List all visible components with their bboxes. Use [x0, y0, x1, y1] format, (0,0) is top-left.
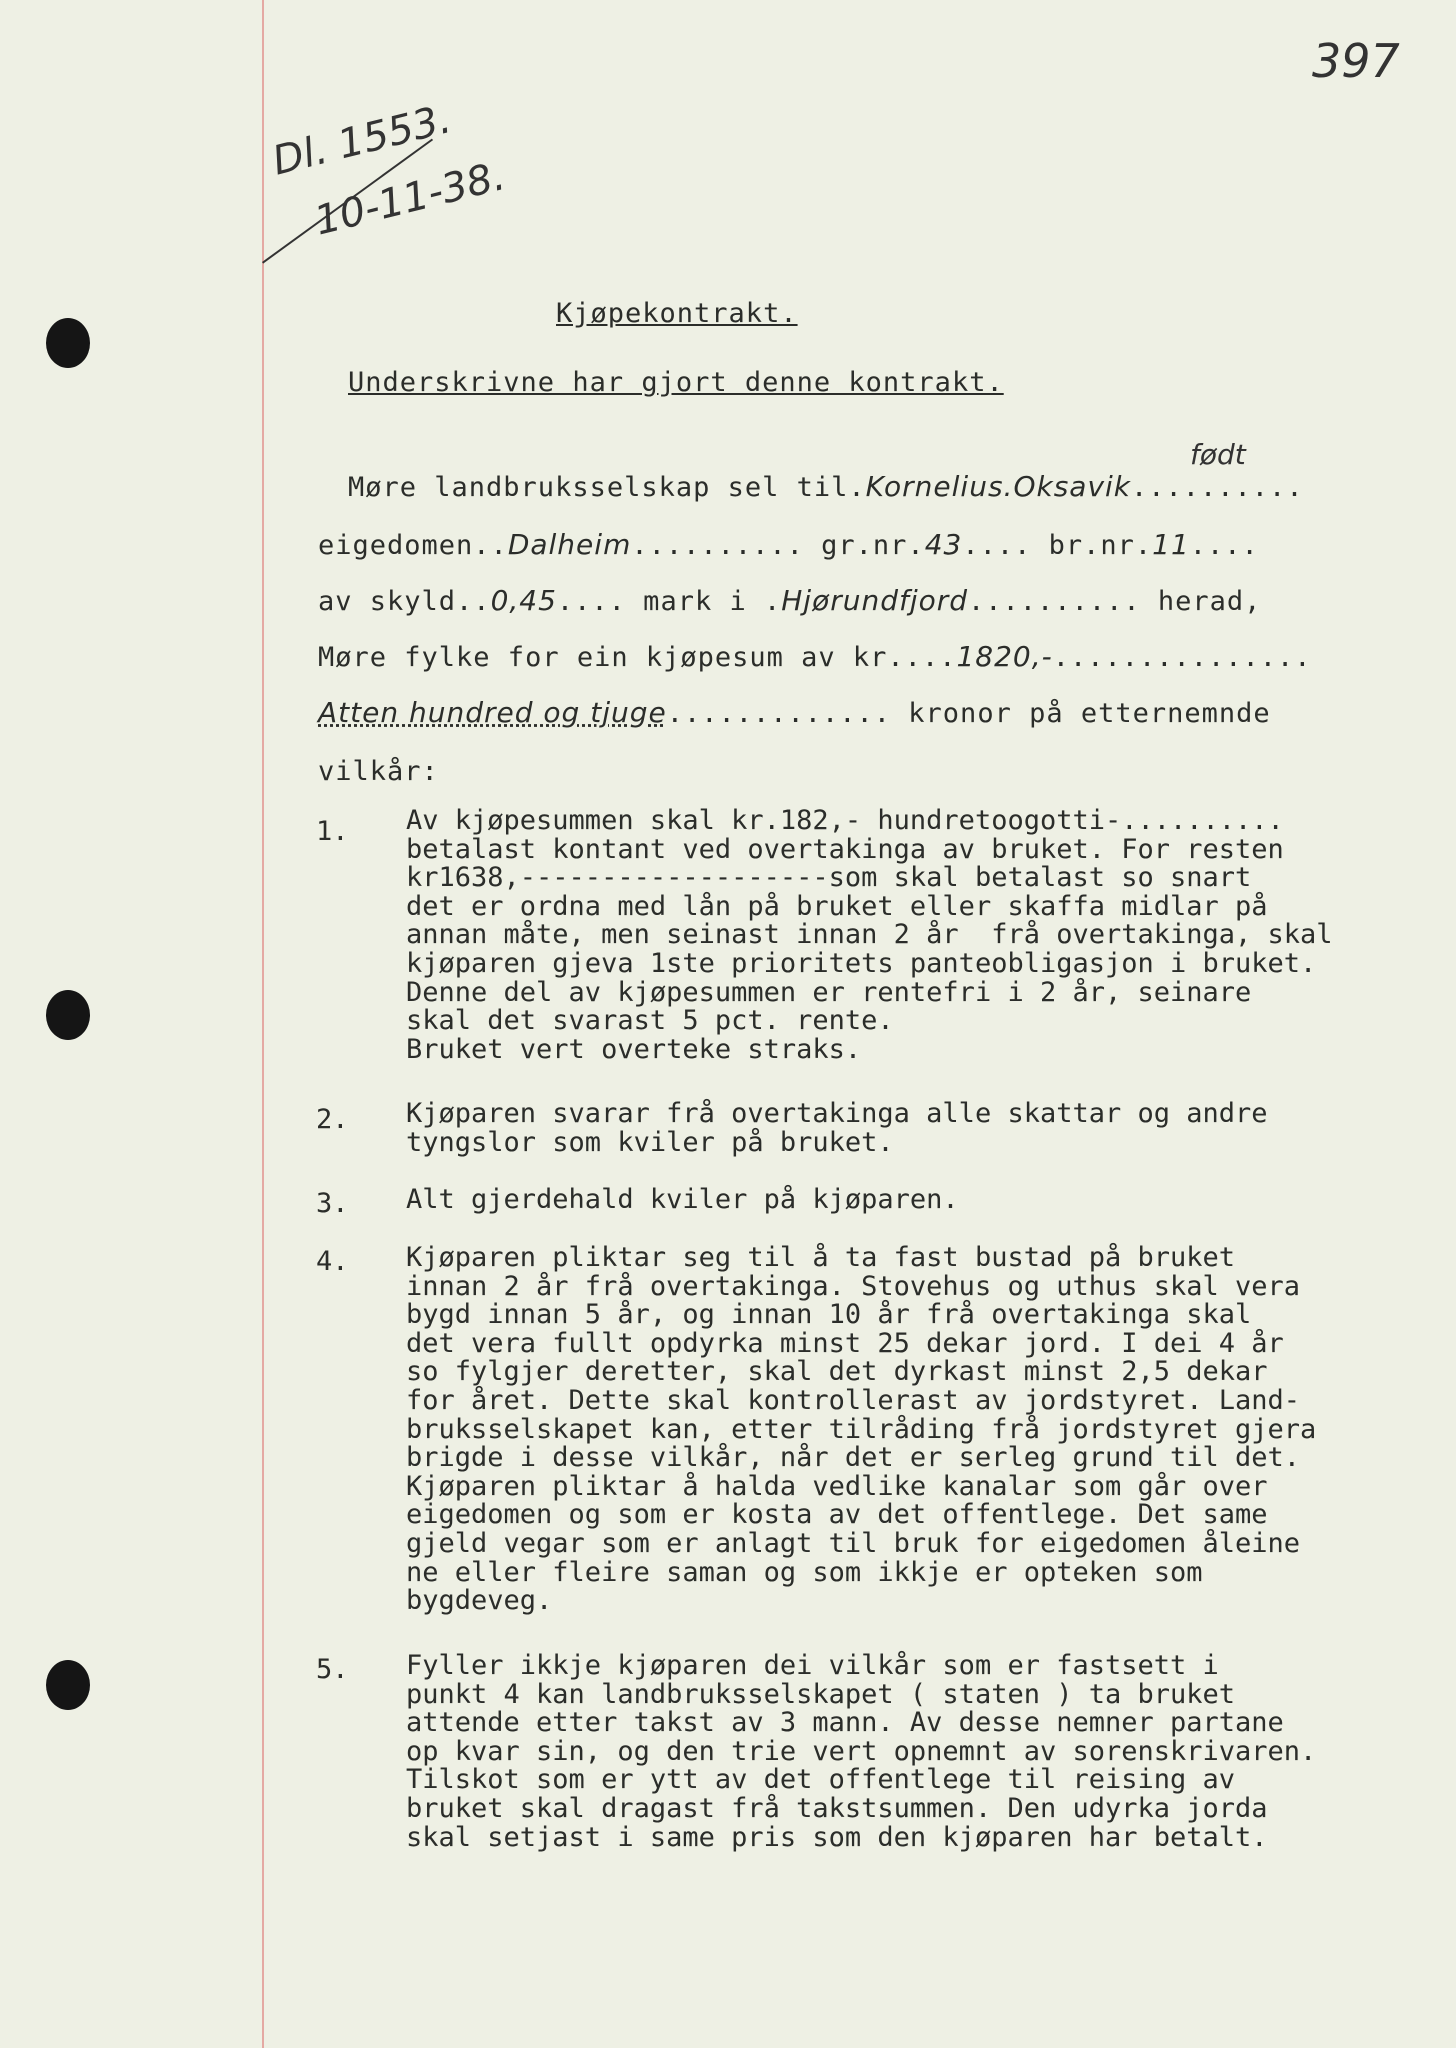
fodt-label: født: [1190, 438, 1246, 471]
clause-line: annan måte, men seinast innan 2 år frå overtakinga, skal: [406, 919, 1333, 951]
clause-line: kr1638,-------------------som skal betalast so snart: [406, 862, 1252, 894]
clause-line: tyngslor som kviler på bruket.: [406, 1126, 894, 1158]
clause-line: Av kjøpesummen skal kr.182,- hundretoogotti-..........: [406, 805, 1284, 836]
buyer-name: Kornelius.Oksavik: [865, 470, 1132, 503]
clause-line: brigde i desse vilkår, når det er serleg grund til det.: [406, 1442, 1301, 1474]
skyld-value: 0,45: [490, 584, 557, 617]
gr-label: .......... gr.nr.: [631, 530, 925, 561]
clause-line: Kjøparen pliktar å halda vedlike kanalar som går over: [406, 1470, 1268, 1502]
clause-line: attende etter takst av 3 mann. Av desse nemner partane: [406, 1707, 1284, 1739]
clause-line: Fyller ikkje kjøparen dei vilkår som er fastsett i: [406, 1650, 1219, 1681]
dots: ....: [1189, 530, 1259, 561]
price-amount: 1820,-: [956, 640, 1053, 673]
property-line: [318, 528, 1259, 561]
clause-line: Kjøparen pliktar seg til å ta fast bustad på bruket: [406, 1242, 1236, 1273]
clause-text: [406, 1244, 1416, 1616]
clause-line: so fylgjer deretter, skal det dyrkast minst 2,5 dekar: [406, 1356, 1268, 1388]
clause-line: det vera fullt opdyrka minst 25 dekar jord. I dei 4 år: [406, 1327, 1284, 1359]
punch-hole: [46, 318, 90, 368]
herad-name: Hjørundfjord: [781, 584, 969, 617]
clause-line: gjeld vegar som er anlagt til bruk for eigedomen åleine: [406, 1527, 1301, 1559]
clause-line: skal setjast i same pris som den kjøparen har betalt.: [406, 1821, 1268, 1853]
intro-line: Underskrivne har gjort denne kontrakt.: [348, 367, 1004, 398]
vilkar-heading: vilkår:: [318, 756, 439, 787]
clause-line: det er ordna med lån på bruket eller skaffa midlar på: [406, 890, 1268, 922]
clause-line: Alt gjerdehald kviler på kjøparen.: [406, 1184, 959, 1215]
clause-line: op kvar sin, og den trie vert opnemnt av sorenskrivaren.: [406, 1735, 1317, 1767]
clause-text: [406, 807, 1416, 1064]
dots: ..........: [1131, 472, 1304, 503]
clause-number: 2.: [316, 1104, 349, 1135]
price-in-words: Atten hundred og tjuge: [318, 696, 667, 729]
clause-line: bruksselskapet kan, etter tilråding frå jordstyret gjera: [406, 1413, 1317, 1445]
price-line: [318, 640, 1312, 673]
clause-line: Kjøparen svarar frå overtakinga alle skattar og andre: [406, 1098, 1268, 1129]
words-suffix: ............. kronor på etternemnde: [666, 698, 1271, 729]
skyld-middle: .... mark i .: [556, 586, 782, 617]
registration-ref: Dl. 1553.: [268, 96, 456, 185]
margin-line: [262, 0, 264, 2048]
clause-line: bruket skal dragast frå takstsummen. Den udyrka jorda: [406, 1792, 1268, 1824]
gr-nr: 43: [924, 528, 963, 561]
clause-number: 1.: [316, 816, 349, 847]
clause-number: 4.: [316, 1246, 349, 1277]
registration-date: 10-11-38.: [310, 152, 510, 245]
dots: ...............: [1052, 642, 1312, 673]
seller-prefix: Møre landbruksselskap sel til.: [348, 472, 866, 503]
punch-hole: [46, 990, 90, 1040]
property-name: Dalheim: [507, 528, 632, 561]
clause-line: betalast kontant ved overtakinga av bruket. For resten: [406, 833, 1284, 865]
clause-number: 5.: [316, 1654, 349, 1685]
punch-hole: [46, 1660, 90, 1710]
herad-label: .......... herad,: [968, 586, 1262, 617]
clause-text: [406, 1186, 1416, 1215]
clause-line: bygdeveg.: [406, 1585, 553, 1617]
clause-text: [406, 1100, 1416, 1157]
skyld-line: [318, 584, 1261, 617]
clause-text: [406, 1652, 1416, 1852]
property-prefix: eigedomen..: [318, 530, 508, 561]
page-number: 397: [1312, 34, 1400, 88]
clause-line: eigedomen og som er kosta av det offentlege. Det same: [406, 1499, 1268, 1531]
clause-line: ne eller fleire saman og som ikkje er opteken som: [406, 1556, 1203, 1588]
clause-line: innan 2 år frå overtakinga. Stovehus og uthus skal vera: [406, 1270, 1301, 1302]
document-title: Kjøpekontrakt.: [556, 298, 798, 329]
clause-line: punkt 4 kan landbruksselskapet ( staten ) ta bruket: [406, 1678, 1236, 1710]
clause-number: 3.: [316, 1188, 349, 1219]
price-prefix: Møre fylke for ein kjøpesum av kr....: [318, 642, 957, 673]
clause-line: Tilskot som er ytt av det offentlege til reising av: [406, 1764, 1236, 1796]
clause-line: Bruket vert overteke straks.: [406, 1033, 862, 1065]
br-label: .... br.nr.: [962, 530, 1153, 561]
skyld-prefix: av skyld..: [318, 586, 491, 617]
clause-line: Denne del av kjøpesummen er rentefri i 2 år, seinare: [406, 976, 1252, 1008]
clause-line: bygd innan 5 år, og innan 10 år frå overtakinga skal: [406, 1299, 1252, 1331]
words-line: [318, 696, 1271, 729]
br-nr: 11: [1152, 528, 1190, 561]
clause-line: for året. Dette skal kontrollerast av jordstyret. Land-: [406, 1384, 1301, 1416]
seller-line: [348, 470, 1304, 503]
clause-line: skal det svarast 5 pct. rente.: [406, 1005, 894, 1037]
clause-line: kjøparen gjeva 1ste prioritets panteobligasjon i bruket.: [406, 947, 1317, 979]
